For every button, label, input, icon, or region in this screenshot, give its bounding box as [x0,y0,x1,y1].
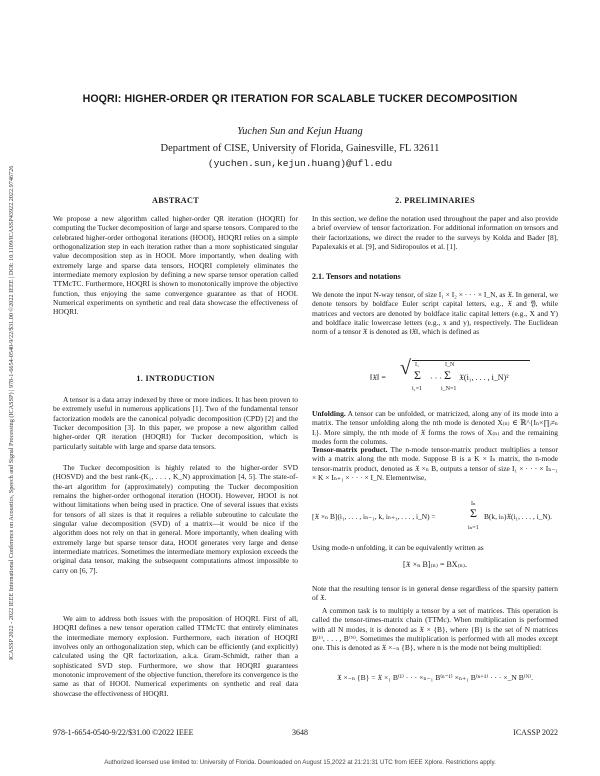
sparsity-note: Note that the resulting tensor is in general dense regardless of the sparsity pattern of 𝔛. [312,584,558,603]
intro-paragraph-2: The Tucker decomposition is highly related to the higher-order SVD (HOSVD) and the best rank-(K₁, . . . , K_N) approximation [4, 5]. The state-of-the-art algorithm for (approximately) computing the Tucker decomposition remains the higher-order orthogonal iteration (HOOI). However, HOOI is not without limitations when being used in practice. One of several issues that exists for tensors of all sizes is that it requires a reliable subroutine to calculate the singular value decomposition (SVD) of a matrix—it would be nice if the algorithm does not rely on that in general. More importantly, when dealing with extremely large but sparse tensor data, HOOI generates very large and dense intermediate matrices. Sometimes the intermediate memory explosion exceeds the original data tensor, making the subsequent computations almost impossible to carry on [6, 7]. [53,463,298,575]
footer-page-number: 3648 [292,728,308,737]
product-paragraph [312,445,558,482]
abstract-heading: ABSTRACT [152,196,199,205]
authors: Yuchen Sun and Kejun Huang [237,126,363,137]
norm-sumN-top: I_N [445,362,455,368]
unfold-equation: [𝔛 ×ₙ B]₍ₙ₎ = BX₍ₙ₎. [403,560,467,569]
author-email: (yuchen.sun,kejun.huang)@ufl.edu [207,158,393,169]
unfolding-label: Unfolding. [312,409,346,418]
ttmc-equation: 𝔛 ×₋ₙ {B} = 𝔛 ×₁ B⁽¹⁾ · · · ×ₙ₋₁ B⁽ⁿ⁻¹⁾ ×ₙ₊₁ B⁽ⁿ⁺¹⁾ · · · ×_N B⁽ᴺ⁾. [336,673,534,682]
doi-sidebar-text: ICASSP 2022 - 2022 IEEE International Conference on Acoustics, Speech and Signal Processing (ICASSP) | 978-1-6654-0540-9/22/$31.00 ©2022 IEEE | DOI: 10.1109/ICASSP43922.2022.9746726 [8,165,15,660]
unfolding-paragraph [312,409,558,446]
product-text: The n-mode tensor-matrix product multiplies a tensor with a matrix along the nth mode. Suppose B is a K × Iₙ matrix, the n-mode tensor-matrix product, denoted as 𝔛 ×ₙ B, outputs a tensor of size I₁ × · · · × Iₙ₋₁ × K × Iₙ₊₁ × · · · × I_N. Elementwise, [312,445,558,483]
eq2-sum-bot: iₙ=1 [468,525,479,531]
notation-paragraph: We denote the input N-way tensor, of size I₁ × I₂ × · · · × I_N, as 𝔛. In general, we denote tensors by boldface Euler script capital letters, e.g., 𝔛 and 𝔜, while matrices and vectors are denoted by boldface italic capital letters (e.g., X and Y) and boldface italic lowercase letters (e.g., x and y), respectively. The Euclidean norm of a tensor 𝔛 is denoted as ‖𝔛‖, which is defined as [312,290,558,337]
intro-paragraph-1: A tensor is a data array indexed by three or more indices. It has been proven to be extremely useful in numerous applications [1]. Two of the fundamental tensor factorization models are the canonical polyadic decomposition (CPD) [2] and the Tucker decomposition [3]. In this paper, we propose a new algorithm called higher-order QR iteration (HOQRI) for Tucker decomposition, which is particularly suitable with large and sparse data tensors. [53,395,298,451]
unfolding-text: A tensor can be unfolded, or matricized, along any of its mode into a matrix. The tensor unfolding along the nth mode is denoted X₍ₙ₎ ∈ ℝ^{Iₙ×∏ᵢ≠ₙ Iᵢ}. More simply, the nth mode of 𝔛 forms the rows of X₍ₙ₎ and the remaining modes form the columns. [312,409,558,447]
eq2-lhs: [𝔛 ×ₙ B](i₁, . . . , iₙ₋₁, k, iₙ₊₁, . . . , i_N) = [312,512,436,521]
preliminaries-intro: In this section, we define the notation used throughout the paper and also provide a brief overview of tensor factorization. For additional information on tensors and their factorizations, we direct the reader to the surveys by Kolda and Bader [8], Papalexakis et al. [9], and Sidiropoulos et al. [1]. [312,214,558,252]
norm-equation: ‖𝔛‖ = √ I₁ Σ i₁=1 · · · I_N Σ i_N=1 𝔛(i₁, . . . , i_N)² [312,356,558,402]
subsection-heading: 2.1. Tensors and notations [312,272,401,281]
product-label: Tensor-matrix product. [312,445,388,454]
footer-conference: ICASSP 2022 [513,728,558,737]
abstract-text: We propose a new algorithm called higher-order QR iteration (HOQRI) for computing the Tucker decomposition of large and sparse tensors. Compared to the celebrated higher-order orthogonal iterations (HOOI), HOQRI relies on a simple orthogonalization step in each iteration rather than a more sophisticated singular value decomposition step as in HOOI. More importantly, when dealing with extremely large and sparse data tensors, HOQRI completely eliminates the intermediate memory explosion by defining a new sparse tensor operation called TTMcTC. Furthermore, HOQRI is shown to monotonically improve the objective function, thus enjoying the same convergence guarantee as that of HOOI. Numerical experiments on synthetic and real data showcase the effectiveness of HOQRI. [53,214,298,317]
ttmc-paragraph: A common task is to multiply a tensor by a set of matrices. This operation is called the tensor-times-matrix chain (TTMc). When multiplication is performed with all N modes, it is denoted as 𝔛 × {B}, where {B} is the set of N matrices B⁽¹⁾, . . . , B⁽ᴺ⁾. Sometimes the multiplication is performed with all modes except one. This is denoted as 𝔛 ×₋ₙ {B}, where n is the mode not being multiplied: [312,606,558,653]
norm-sumN-bot: i_N=1 [441,386,457,392]
paper-title: HOQRI: HIGHER-ORDER QR ITERATION FOR SCALABLE TUCKER DECOMPOSITION [82,93,518,105]
norm-lhs: ‖𝔛‖ = [370,373,386,382]
norm-sum1-top: I₁ [415,362,420,368]
eq2-rhs: B(k, iₙ)𝔛(i₁, . . . , i_N). [484,512,552,521]
footer-isbn: 978-1-6654-0540-9/22/$31.00 ©2022 IEEE [53,728,194,737]
preliminaries-heading: 2. PRELIMINARIES [395,196,475,205]
norm-sum1-bot: i₁=1 [412,386,423,392]
intro-paragraph-3: We aim to address both issues with the proposition of HOQRI. First of all, HOQRI defines a new tensor operation called TTMcTC that entirely eliminates the intermediate memory explosion. Furthermore, each iteration of HOQRI involves only an orthogonalization step, which can be efficiently (and explicitly) calculated using the QR factorization, a.k.a. Gram-Schmidt, rather than a sophisticated SVD step. Furthermore, we show that HOQRI guarantees monotonic improvement of the objective function, therefore its convergence is the same as that of HOOI. Numerical experiments on synthetic and real data showcase the effectiveness of HOQRI. [53,614,298,698]
unfold-equivalent-text: Using mode-n unfolding, it can be equivalently written as [312,543,484,552]
mode-product-equation: [𝔛 ×ₙ B](i₁, . . . , iₙ₋₁, k, iₙ₊₁, . . . , i_N) = Iₙ Σ iₙ=1 B(k, iₙ)𝔛(i₁, . . . , i_N). [312,501,552,531]
eq2-sum-top: Iₙ [471,501,476,507]
norm-body: 𝔛(i₁, . . . , i_N)² [459,373,509,382]
introduction-heading: 1. INTRODUCTION [136,374,215,383]
license-notice: Authorized licensed use limited to: University of Florida. Downloaded on August 15,2022 at 21:21:31 UTC from IEEE Xplore. Restrictions apply. [104,759,496,766]
affiliation: Department of CISE, University of Florida, Gainesville, FL 32611 [160,143,440,154]
